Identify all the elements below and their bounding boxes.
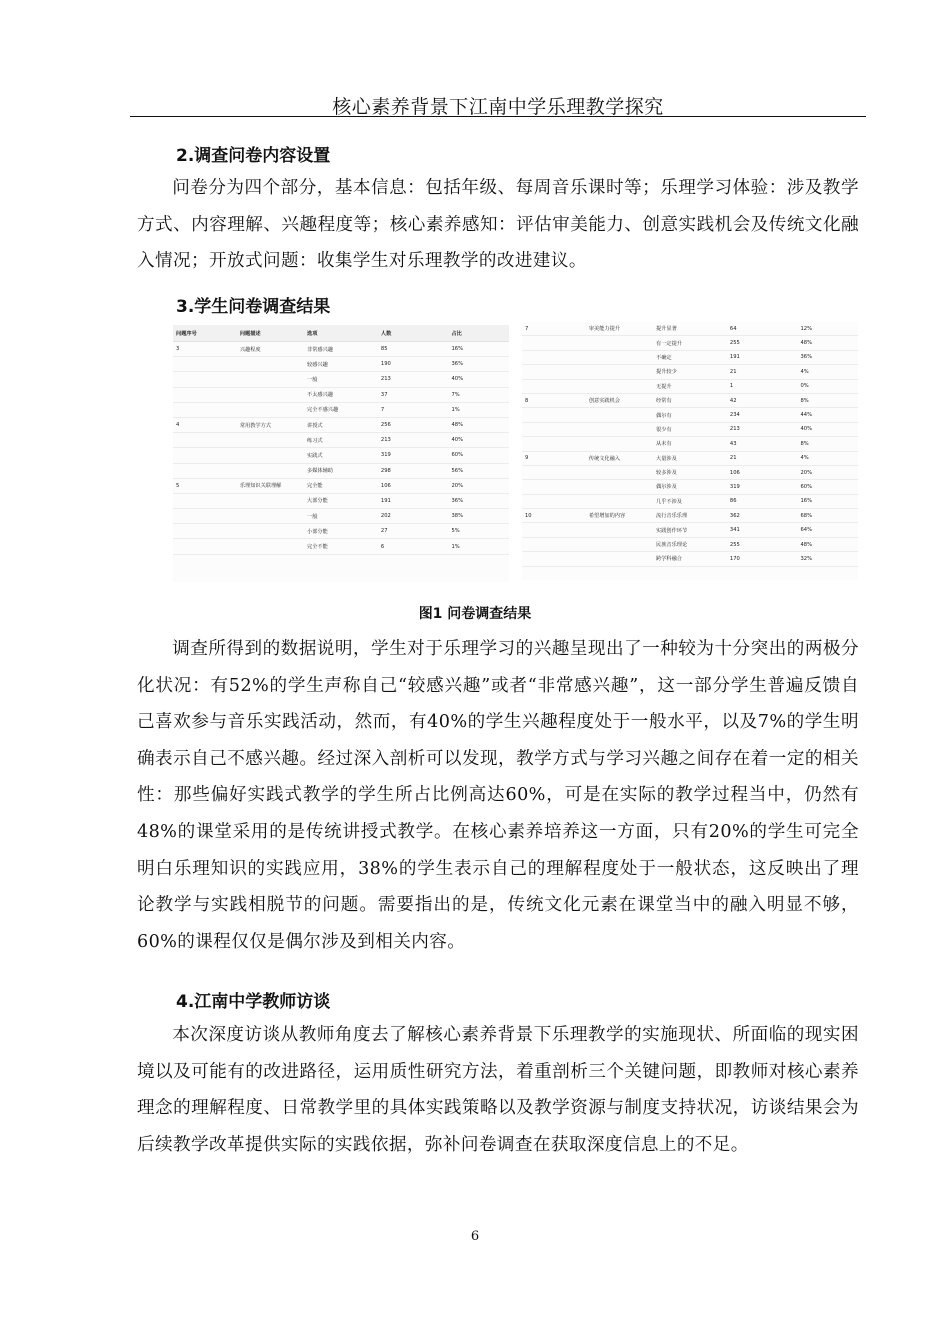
table-cell: 5% — [448, 524, 509, 539]
table-row — [173, 342, 509, 357]
table-cell: 191 — [727, 350, 798, 364]
table-row — [522, 408, 858, 422]
table-cell: 多媒体辅助 — [304, 463, 378, 478]
table-cell: 20% — [448, 478, 509, 493]
table-cell: 0% — [797, 379, 858, 393]
table-cell: 48% — [797, 537, 858, 551]
survey-table-right — [522, 322, 858, 580]
table-cell: 7% — [448, 387, 509, 402]
table-cell — [586, 537, 653, 551]
col-header-option: 选项 — [304, 325, 378, 342]
table-cell — [522, 465, 586, 479]
table-cell: 实践创作环节 — [653, 523, 727, 537]
table-cell: 讲授式 — [304, 417, 378, 432]
table-cell: 3 — [173, 342, 237, 357]
table-cell: 44% — [797, 408, 858, 422]
table-cell: 42 — [727, 393, 798, 407]
table-cell — [173, 539, 237, 554]
table-cell — [237, 357, 304, 372]
table-cell: 一般 — [304, 509, 378, 524]
table-row — [173, 524, 509, 539]
table-cell — [173, 524, 237, 539]
paragraph-survey-analysis: 调查所得到的数据说明，学生对于乐理学习的兴趣呈现出了一种较为十分突出的两极分化状况：有52%的学生声称自己“较感兴趣”或者“非常感兴趣”，这一部分学生普遍反馈自己喜欢参与音乐实践活动，然而，有40%的学生兴趣程度处于一般水平，以及7%的学生明确表示自己不感兴趣。经过深入剖析可以发现，教学方式与学习兴趣之间存在着一定的相关性：那些偏好实践式教学的学生所占比例高达60%，可是在实际的教学过程当中，仍然有48%的课堂采用的是传统讲授式教学。在核心素养培养这一方面，只有20%的学生可完全明白乐理知识的实践应用，38%的学生表示自己的理解程度处于一般状态，这反映出了理论教学与实践相脱节的问题。需要指出的是，传统文化元素在课堂当中的融入明显不够，60%的课程仅仅是偶尔涉及到相关内容。 — [137, 639, 859, 952]
table-cell: 10 — [522, 509, 586, 523]
table-cell: 48% — [448, 417, 509, 432]
page-number: 6 — [470, 1229, 480, 1244]
table-cell: 170 — [727, 552, 798, 566]
table-cell: 298 — [378, 463, 449, 478]
table-cell: 43 — [727, 437, 798, 451]
table-cell: 6 — [378, 539, 449, 554]
table-cell — [522, 379, 586, 393]
table-cell: 106 — [378, 478, 449, 493]
table-row — [173, 448, 509, 463]
table-row — [522, 465, 858, 479]
table-cell: 38% — [448, 509, 509, 524]
table-cell — [173, 509, 237, 524]
table-row — [522, 494, 858, 508]
table-cell: 36% — [797, 350, 858, 364]
table-cell: 9 — [522, 451, 586, 465]
table-cell: 很少有 — [653, 422, 727, 436]
table-cell: 4 — [173, 417, 237, 432]
table-cell: 202 — [378, 509, 449, 524]
table-row — [173, 539, 509, 554]
paragraph-teacher-interview: 本次深度访谈从教师角度去了解核心素养背景下乐理教学的实施现状、所面临的现实困境以及可能有的改进路径，运用质性研究方法，着重剖析三个关键问题，即教师对核心素养理念的理解程度、日常教学里的具体实践策略以及教学资源与制度支持状况，访谈结果会为后续教学改革提供实际的实践依据，弥补问卷调查在获取深度信息上的不足。 — [137, 1025, 859, 1155]
table-cell — [522, 537, 586, 551]
table-cell: 完全不能 — [304, 539, 378, 554]
table-cell — [237, 509, 304, 524]
survey-table-right-grid — [522, 322, 858, 567]
table-cell: 27 — [378, 524, 449, 539]
table-cell — [173, 372, 237, 387]
section-heading-4: 4.江南中学教师访谈 — [176, 992, 331, 1012]
table-cell: 流行音乐乐理 — [653, 509, 727, 523]
table-cell: 64 — [727, 322, 798, 336]
table-cell — [173, 493, 237, 508]
section-heading-3: 3.学生问卷调查结果 — [176, 297, 331, 317]
table-cell: 从未有 — [653, 437, 727, 451]
table-cell — [522, 365, 586, 379]
table-cell: 不确定 — [653, 350, 727, 364]
table-cell — [237, 372, 304, 387]
table-cell: 非常感兴趣 — [304, 342, 378, 357]
table-row — [522, 393, 858, 407]
table-row — [173, 417, 509, 432]
table-row — [522, 350, 858, 364]
table-row — [522, 552, 858, 566]
table-cell: 实践式 — [304, 448, 378, 463]
table-cell — [522, 437, 586, 451]
table-cell: 民族音乐理论 — [653, 537, 727, 551]
table-cell: 7 — [378, 402, 449, 417]
table-row — [522, 365, 858, 379]
table-cell: 64% — [797, 523, 858, 537]
col-header-count: 人数 — [378, 325, 449, 342]
table-cell: 256 — [378, 417, 449, 432]
table-cell: 213 — [378, 372, 449, 387]
table-cell: 60% — [448, 448, 509, 463]
section-heading-2: 2.调查问卷内容设置 — [176, 146, 331, 166]
table-row — [173, 509, 509, 524]
table-cell: 12% — [797, 322, 858, 336]
table-cell: 1% — [448, 539, 509, 554]
table-cell: 完全能 — [304, 478, 378, 493]
table-cell: 较感兴趣 — [304, 357, 378, 372]
table-cell — [586, 336, 653, 350]
table-cell: 36% — [448, 493, 509, 508]
table-cell: 20% — [797, 465, 858, 479]
table-cell: 60% — [797, 480, 858, 494]
col-header-description: 问题描述 — [237, 325, 304, 342]
table-cell: 36% — [448, 357, 509, 372]
table-cell — [173, 433, 237, 448]
table-cell — [237, 402, 304, 417]
table-cell — [522, 350, 586, 364]
table-cell — [173, 402, 237, 417]
table-cell: 255 — [727, 336, 798, 350]
table-row — [522, 451, 858, 465]
table-row — [173, 478, 509, 493]
table-row — [522, 322, 858, 336]
survey-table-left-grid — [173, 325, 509, 555]
table-cell: 319 — [727, 480, 798, 494]
paragraph-questionnaire-design: 问卷分为四个部分，基本信息：包括年级、每周音乐课时等；乐理学习体验：涉及教学方式、内容理解、兴趣程度等；核心素养感知：评估审美能力、创意实践机会及传统文化融入情况；开放式问题：收集学生对乐理教学的改进建议。 — [137, 178, 859, 272]
table-cell — [522, 494, 586, 508]
col-header-number: 问题序号 — [173, 325, 237, 342]
table-cell: 跨学科融合 — [653, 552, 727, 566]
table-cell: 小部分能 — [304, 524, 378, 539]
table-cell: 213 — [727, 422, 798, 436]
table-cell: 4% — [797, 451, 858, 465]
table-cell — [237, 493, 304, 508]
table-row — [173, 463, 509, 478]
table-cell: 大部分能 — [304, 493, 378, 508]
table-cell: 16% — [797, 494, 858, 508]
table-cell — [237, 387, 304, 402]
table-cell: 无提升 — [653, 379, 727, 393]
table-cell — [586, 422, 653, 436]
table-cell — [522, 523, 586, 537]
table-row — [522, 537, 858, 551]
table-cell: 319 — [378, 448, 449, 463]
table-cell: 190 — [378, 357, 449, 372]
table-cell: 362 — [727, 509, 798, 523]
table-cell: 21 — [727, 451, 798, 465]
table-cell — [586, 365, 653, 379]
table-cell: 40% — [448, 372, 509, 387]
table-cell — [586, 408, 653, 422]
table-row — [173, 433, 509, 448]
table-cell — [586, 552, 653, 566]
table-cell — [522, 552, 586, 566]
table-cell — [586, 350, 653, 364]
table-cell: 8% — [797, 393, 858, 407]
table-row — [522, 422, 858, 436]
table-cell: 几乎不涉及 — [653, 494, 727, 508]
table-cell — [586, 437, 653, 451]
table-cell — [237, 463, 304, 478]
table-cell — [522, 408, 586, 422]
table-cell: 传统文化融入 — [586, 451, 653, 465]
table-cell: 68% — [797, 509, 858, 523]
figure-caption: 图1 问卷调查结果 — [418, 606, 532, 622]
table-cell: 48% — [797, 336, 858, 350]
table-cell: 85 — [378, 342, 449, 357]
table-cell: 213 — [378, 433, 449, 448]
table-cell: 37 — [378, 387, 449, 402]
table-cell: 7 — [522, 322, 586, 336]
table-cell — [586, 465, 653, 479]
survey-table-left — [173, 325, 509, 582]
table-cell: 希望增加的内容 — [586, 509, 653, 523]
table-cell: 经常有 — [653, 393, 727, 407]
table-row — [522, 523, 858, 537]
table-row — [522, 336, 858, 350]
table-row — [522, 509, 858, 523]
table-cell: 8 — [522, 393, 586, 407]
table-cell: 32% — [797, 552, 858, 566]
table-row — [522, 437, 858, 451]
table-cell: 106 — [727, 465, 798, 479]
header-rule — [130, 116, 866, 117]
table-cell: 提升较少 — [653, 365, 727, 379]
running-header: 核心素养背景下江南中学乐理教学探究 — [332, 96, 664, 118]
table-row — [173, 372, 509, 387]
table-row — [173, 493, 509, 508]
table-row — [173, 387, 509, 402]
table-cell: 234 — [727, 408, 798, 422]
table-cell: 40% — [797, 422, 858, 436]
table-cell: 8% — [797, 437, 858, 451]
table-cell — [586, 480, 653, 494]
table-cell: 完全不感兴趣 — [304, 402, 378, 417]
table-cell: 不太感兴趣 — [304, 387, 378, 402]
table-cell: 5 — [173, 478, 237, 493]
table-header-row — [173, 325, 509, 342]
table-cell: 乐理知识关联理解 — [237, 478, 304, 493]
table-cell: 86 — [727, 494, 798, 508]
table-cell — [237, 539, 304, 554]
table-cell — [586, 494, 653, 508]
table-cell: 提升显著 — [653, 322, 727, 336]
table-cell: 21 — [727, 365, 798, 379]
table-cell: 常用教学方式 — [237, 417, 304, 432]
table-row — [173, 402, 509, 417]
table-cell — [173, 463, 237, 478]
table-cell: 偶尔有 — [653, 408, 727, 422]
table-cell — [522, 480, 586, 494]
table-cell: 较多涉及 — [653, 465, 727, 479]
table-cell: 341 — [727, 523, 798, 537]
table-cell: 255 — [727, 537, 798, 551]
table-cell: 40% — [448, 433, 509, 448]
table-cell: 16% — [448, 342, 509, 357]
table-row — [522, 379, 858, 393]
table-cell: 偶尔涉及 — [653, 480, 727, 494]
table-cell: 有一定提升 — [653, 336, 727, 350]
table-cell: 56% — [448, 463, 509, 478]
table-cell — [522, 336, 586, 350]
table-cell: 191 — [378, 493, 449, 508]
table-cell — [173, 357, 237, 372]
table-cell — [586, 379, 653, 393]
table-cell — [237, 524, 304, 539]
table-cell — [522, 422, 586, 436]
table-cell: 审美能力提升 — [586, 322, 653, 336]
table-cell — [586, 523, 653, 537]
table-cell — [237, 433, 304, 448]
table-cell: 大量涉及 — [653, 451, 727, 465]
table-cell: 4% — [797, 365, 858, 379]
table-cell — [237, 448, 304, 463]
col-header-percent: 占比 — [448, 325, 509, 342]
table-cell: 1% — [448, 402, 509, 417]
table-cell: 一般 — [304, 372, 378, 387]
table-cell: 创意实践机会 — [586, 393, 653, 407]
table-cell — [173, 448, 237, 463]
table-cell: 兴趣程度 — [237, 342, 304, 357]
table-cell: 练习式 — [304, 433, 378, 448]
table-row — [173, 357, 509, 372]
table-cell: 1 — [727, 379, 798, 393]
table-cell — [173, 387, 237, 402]
table-row — [522, 480, 858, 494]
